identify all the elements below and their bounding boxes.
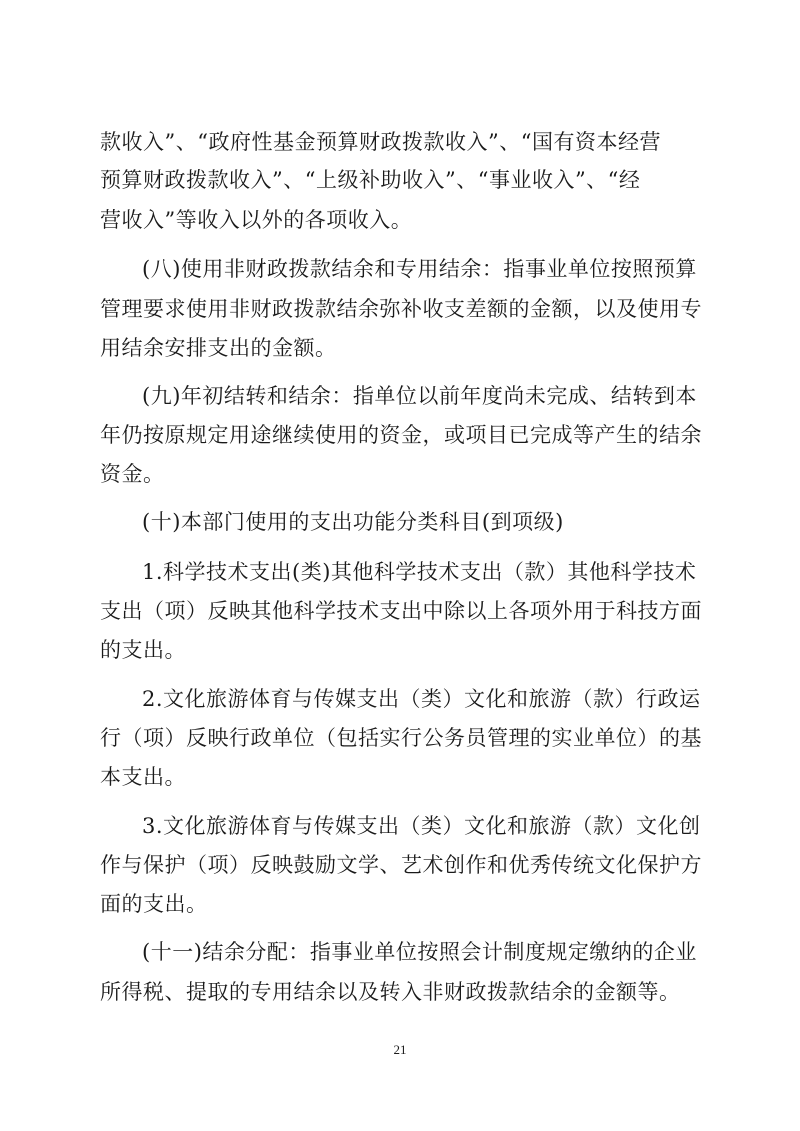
paragraph-line: 3.文化旅游体育与传媒支出（类）文化和旅游（款）文化创 — [142, 814, 701, 838]
paragraph-line: 款收入”、“政府性基金预算财政拨款收入”、“国有资本经营 — [100, 130, 661, 154]
page-number: 21 — [393, 1042, 407, 1057]
paragraph-line: 所得税、提取的专用结余以及转入非财政拨款结余的金额等。 — [100, 980, 681, 1004]
paragraph-line: (九)年初结转和结余：指单位以前年度尚未完成、结转到本 — [142, 384, 697, 408]
paragraph-line: 预算财政拨款收入”、“上级补助收入”、“事业收入”、“经 — [100, 168, 641, 192]
paragraph-line: 1.科学技术支出(类)其他科学技术支出（款）其他科学技术 — [142, 560, 697, 584]
paragraph-line: 用结余安排支出的金额。 — [100, 336, 337, 360]
paragraph-line: 面的支出。 — [100, 892, 208, 916]
paragraph-line: 支出（项）反映其他科学技术支出中除以上各项外用于科技方面 — [100, 599, 702, 623]
paragraph-line: 管理要求使用非财政拨款结余弥补收支差额的金额，以及使用专 — [100, 297, 702, 321]
paragraph-line: 本支出。 — [100, 765, 186, 789]
paragraph-line: 营收入”等收入以外的各项收入。 — [100, 208, 413, 232]
paragraph-line: 的支出。 — [100, 638, 186, 662]
paragraph-line: 行（项）反映行政单位（包括实行公务员管理的实业单位）的基 — [100, 726, 702, 750]
paragraph-line: (十一)结余分配：指事业单位按照会计制度规定缴纳的企业 — [142, 940, 697, 964]
paragraph-line: 年仍按原规定用途继续使用的资金，或项目已完成等产生的结余 — [100, 423, 702, 447]
paragraph-line: (八)使用非财政拨款结余和专用结余：指事业单位按照预算 — [142, 257, 697, 281]
section-heading: (十)本部门使用的支出功能分类科目(到项级) — [142, 510, 564, 534]
paragraph-line: 2.文化旅游体育与传媒支出（类）文化和旅游（款）行政运 — [142, 687, 701, 711]
paragraph-line: 作与保护（项）反映鼓励文学、艺术创作和优秀传统文化保护方 — [100, 853, 702, 877]
paragraph-line: 资金。 — [100, 462, 165, 486]
